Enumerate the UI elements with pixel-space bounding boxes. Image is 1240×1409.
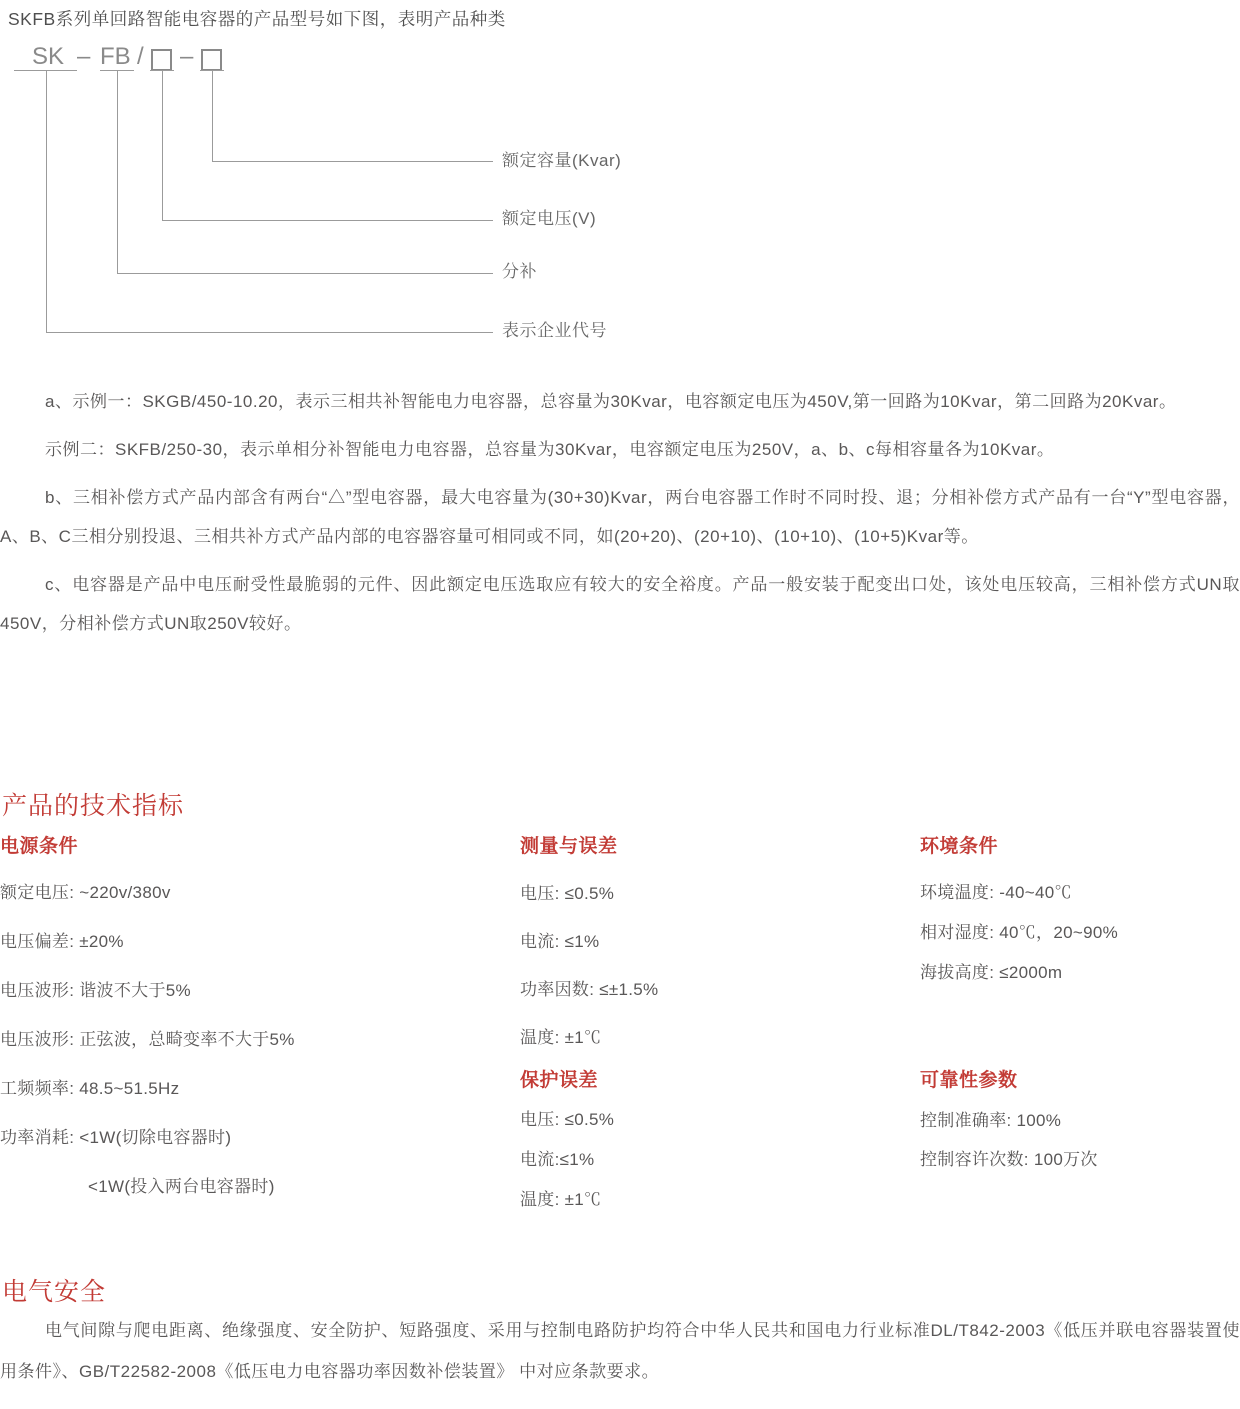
diagram-label-capacity: 额定容量(Kvar) [502, 151, 622, 170]
spec-item: 控制准确率: 100% [920, 1111, 1062, 1130]
model-separator-2: – [180, 43, 194, 70]
spec-group-heading: 电源条件 [0, 836, 79, 857]
intro-title: SKFB系列单回路智能电容器的产品型号如下图，表明产品种类 [8, 9, 506, 29]
model-box-capacity [201, 49, 222, 71]
model-slash: / [137, 43, 144, 70]
spec-item: 电流:≤1% [520, 1150, 595, 1169]
model-token-fb: FB [100, 43, 131, 70]
notes-section [0, 382, 1240, 652]
spec-item: 温度: ±1℃ [520, 1028, 602, 1047]
model-box-voltage [151, 49, 172, 71]
spec-item: 电压: ≤0.5% [520, 884, 615, 903]
safety-section-title: 电气安全 [2, 1277, 107, 1306]
spec-group-heading: 可靠性参数 [920, 1070, 1018, 1091]
spec-item: 海拔高度: ≤2000m [920, 963, 1063, 982]
spec-item: 电压偏差: ±20% [0, 932, 124, 951]
tech-section-title: 产品的技术指标 [2, 791, 185, 820]
spec-item: 控制容许次数: 100万次 [920, 1150, 1098, 1169]
spec-group-power [0, 835, 480, 1225]
note-paragraph-c: c、电容器是产品中电压耐受性最脆弱的元件、因此额定电压选取应有较大的安全裕度。产品一般安装于配变出口处，该处电压较高，三相补偿方式UN取450V，分相补偿方式UN取250V较好。 [0, 575, 1240, 633]
spec-item: 功率因数: ≤±1.5% [520, 980, 659, 999]
spec-item: 电流: ≤1% [520, 932, 600, 951]
note-paragraph-a2: 示例二：SKFB/250-30，表示单相分补智能电力电容器，总容量为30Kvar，电容额定电压为250V，a、b、c每相容量各为10Kvar。 [45, 440, 1055, 459]
spec-item: 额定电压: ~220v/380v [0, 883, 171, 902]
diagram-label-voltage: 额定电压(V) [502, 209, 597, 228]
spec-item: 电压波形: 正弦波，总畸变率不大于5% [0, 1030, 295, 1049]
spec-group-environment [920, 835, 1240, 1002]
spec-item: 相对湿度: 40℃，20~90% [920, 923, 1119, 942]
spec-item: <1W(投入两台电容器时) [88, 1177, 275, 1196]
note-paragraph-b: b、三相补偿方式产品内部含有两台“△”型电容器，最大电容量为(30+30)Kvar，两台电容器工作时不同时投、退；分相补偿方式产品有一台“Y”型电容器，A、B、C三相分别投退、三相共补方式产品内部的电容器容量可相同或不同，如(20+20)、(20+10)、(10+10)、(10+5)Kvar等。 [0, 488, 1240, 546]
spec-item: 电压: ≤0.5% [520, 1110, 615, 1129]
safety-paragraph: 电气间隙与爬电距离、绝缘强度、安全防护、短路强度、采用与控制电路防护均符合中华人民共和国电力行业标准DL/T842-2003《低压并联电容器装置使用条件》、GB/T22582-2008《低压电力电容器功率因数补偿装置》 中对应条款要求。 [0, 1321, 1240, 1381]
spec-item: 电压波形: 谐波不大于5% [0, 981, 191, 1000]
spec-group-heading: 环境条件 [920, 836, 999, 857]
spec-group-heading: 测量与误差 [520, 836, 618, 857]
spec-item: 工频频率: 48.5~51.5Hz [0, 1079, 180, 1098]
connector-line-company [46, 71, 493, 333]
spec-item: 环境温度: -40~40℃ [920, 883, 1072, 902]
diagram-label-fenbu: 分补 [502, 262, 537, 281]
spec-group-heading: 保护误差 [520, 1070, 599, 1091]
diagram-label-company: 表示企业代号 [502, 321, 607, 340]
model-separator-1: – [77, 43, 91, 70]
spec-item: 功率消耗: <1W(切除电容器时) [0, 1128, 232, 1147]
note-paragraph-a1: a、示例一：SKGB/450-10.20，表示三相共补智能电力电容器，总容量为30Kvar，电容额定电压为450V,第一回路为10Kvar，第二回路为20Kvar。 [45, 392, 1177, 411]
model-token-sk: SK [32, 43, 65, 70]
spec-item: 温度: ±1℃ [520, 1190, 602, 1209]
spec-group-reliability [920, 1069, 1240, 1188]
